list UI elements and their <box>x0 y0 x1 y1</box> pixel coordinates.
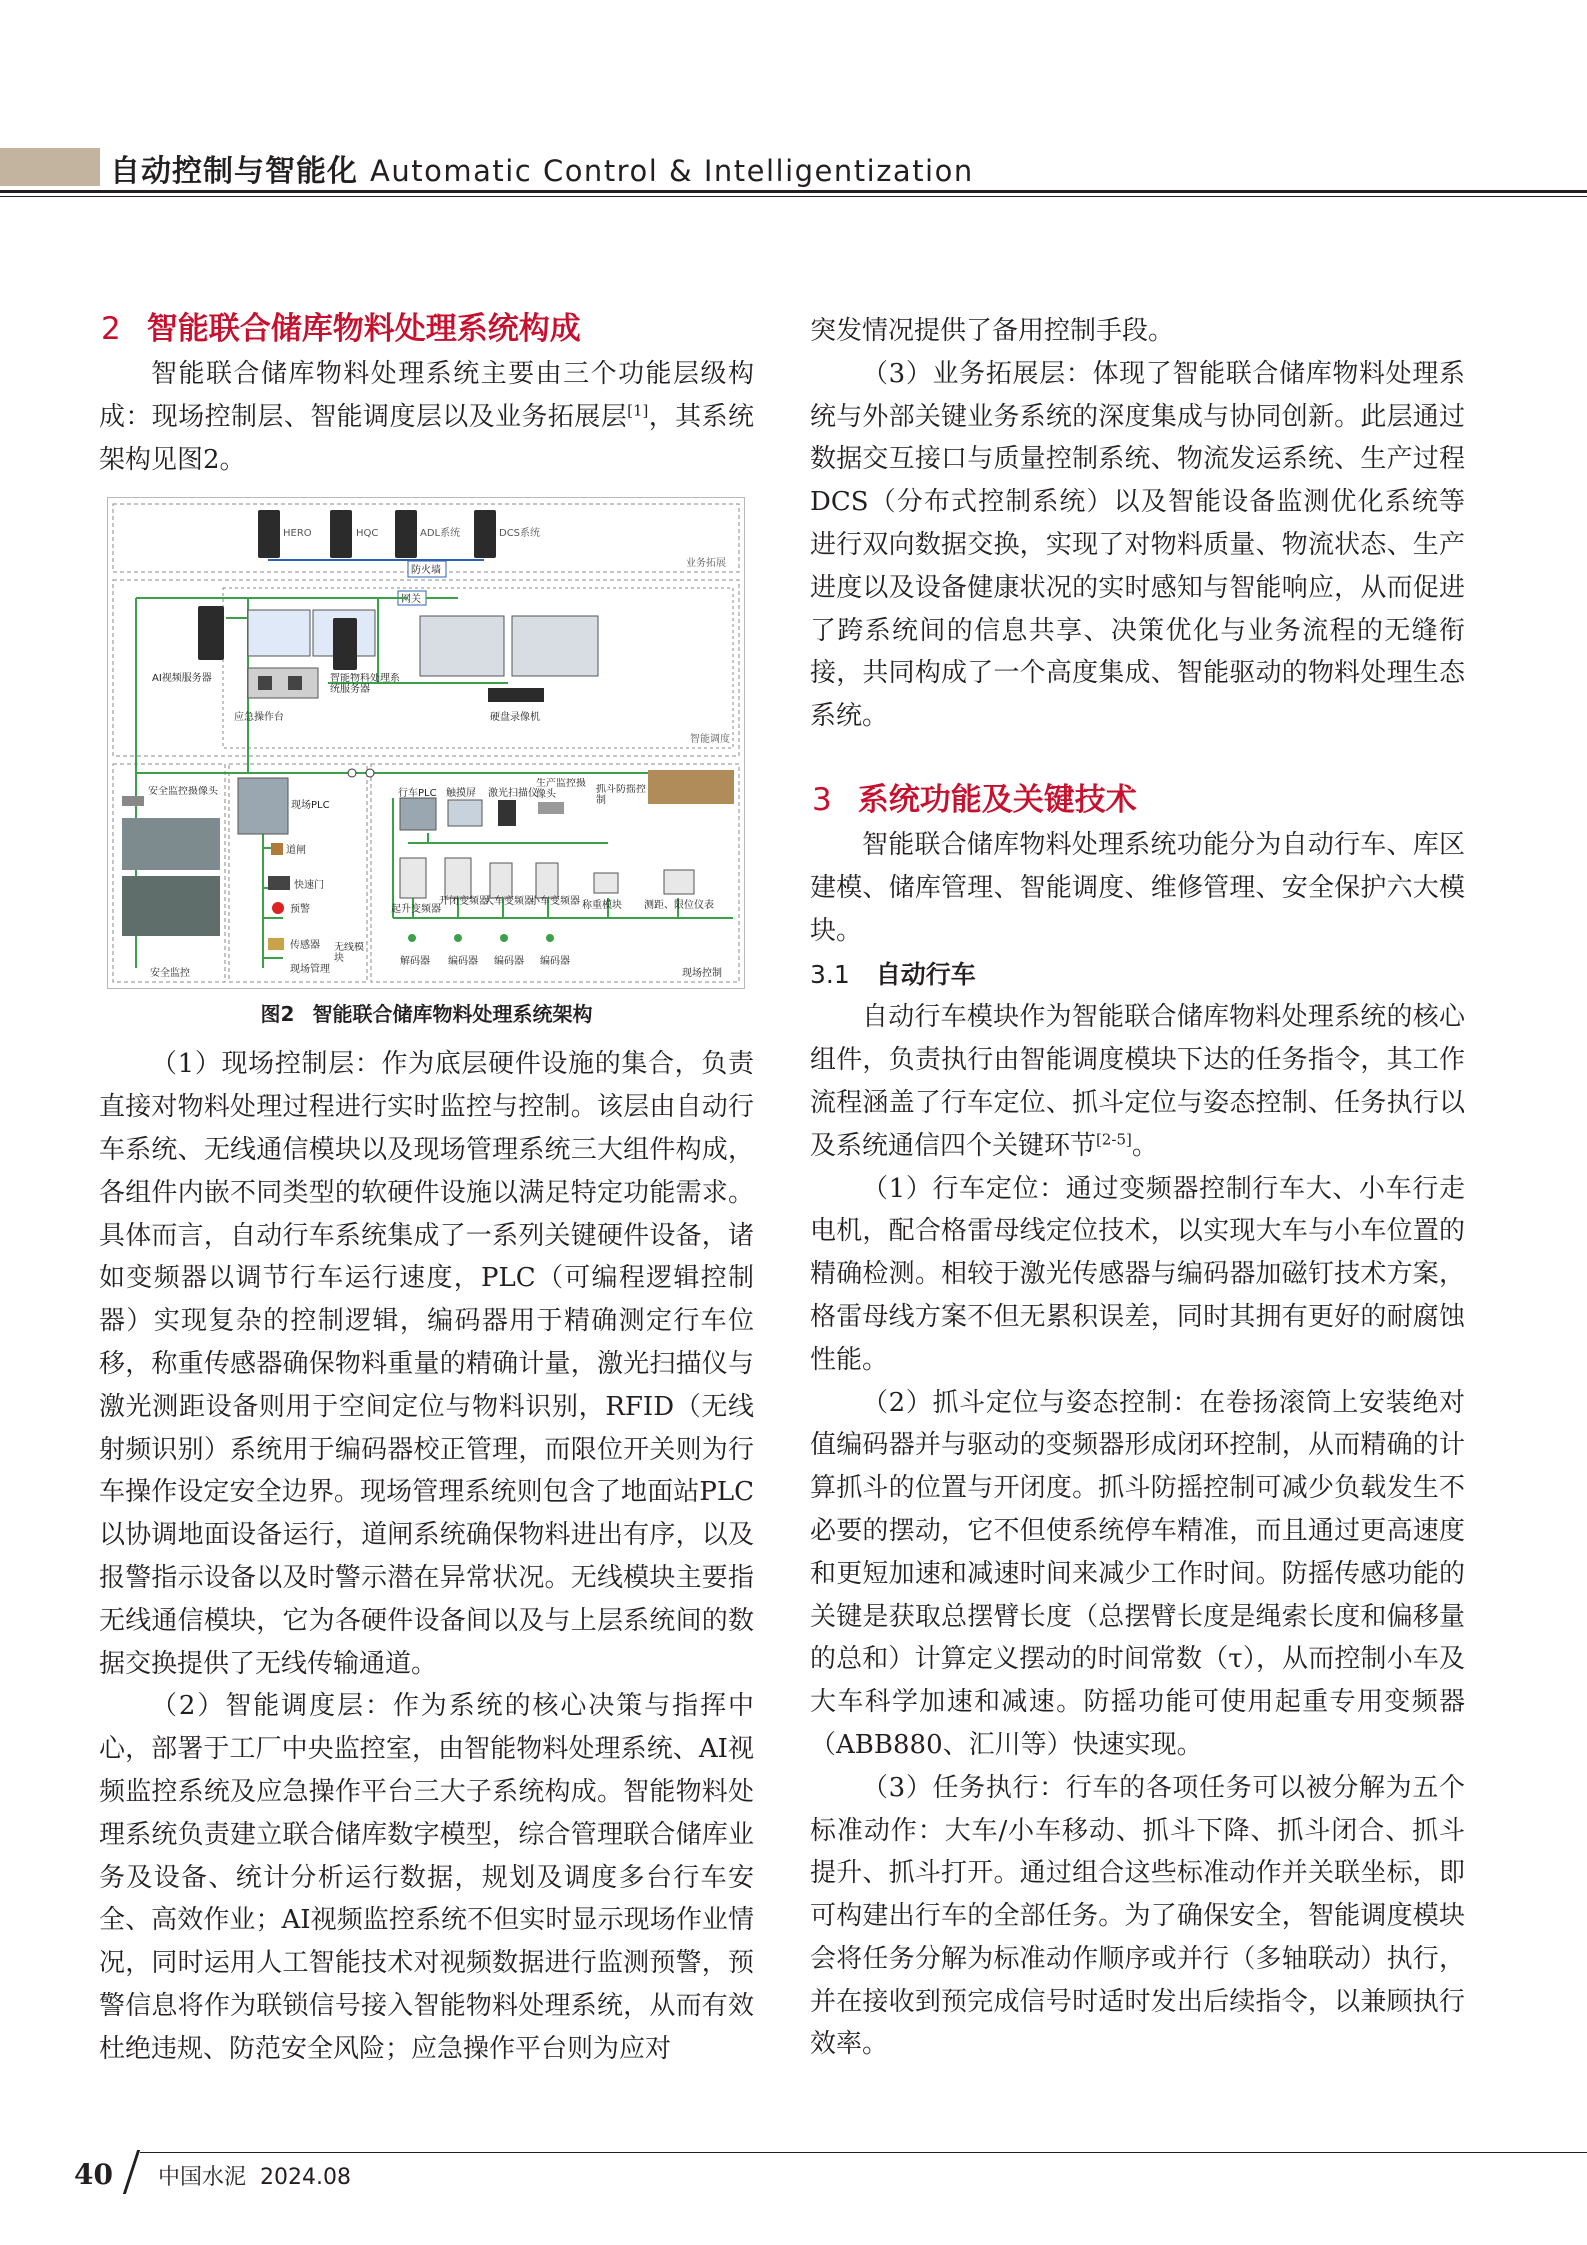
footer-slash <box>123 2150 140 2194</box>
label-adl: ADL系统 <box>420 528 461 540</box>
label-dcs: DCS系统 <box>499 528 541 540</box>
label-weigh: 称重模块 <box>582 900 622 912</box>
footer-rule <box>140 2152 1587 2153</box>
right-column <box>810 310 1465 2066</box>
journal-name: 中国水泥 <box>158 2165 247 2190</box>
running-header <box>110 146 974 190</box>
paragraph-auto-crane <box>810 996 1465 1167</box>
label-vfd3: 大车变频器 <box>484 896 534 908</box>
label-encoder-3: 编码器 <box>540 956 570 968</box>
label-sensor: 传感器 <box>290 940 320 952</box>
section-3-number: 3 <box>812 781 832 818</box>
label-site-mgmt: 现场管理 <box>290 964 330 976</box>
label-antisway-fo <box>596 784 646 810</box>
label-laser: 激光扫描仪 <box>488 788 538 800</box>
material-system-server <box>333 618 357 670</box>
label-server-fo <box>330 673 400 721</box>
label-wireless: 无线模块 <box>334 942 364 965</box>
label-ai-server: AI视频服务器 <box>152 673 212 685</box>
label-business-zone: 业务拓展 <box>686 558 726 570</box>
crane-photo <box>648 770 734 804</box>
paragraph-business-layer: （3）业务拓展层：体现了智能联合储库物料处理系统与外部关键业务系统的深度集成与协同创新。此层通过数据交互接口与质量控制系统、物流发运系统、生产过程DCS（分布式控制系统）以及智能设备监测优化系统等进行双向数据交换，实现了对物料质量、物流状态、生产进度以及设备健康状况的实时感知与智能响应，从而促进了跨系统间的信息共享、决策优化与业务流程的无缝衔接，共同构成了一个高度集成、智能驱动的物料处理生态系统。 <box>810 358 1465 732</box>
gate-icon <box>271 843 283 855</box>
section-3-title: 系统功能及关键技术 <box>857 781 1137 818</box>
camera-feed-2 <box>122 876 220 936</box>
label-encoder-1: 编码器 <box>448 956 478 968</box>
header-rule-thin <box>0 196 1587 197</box>
label-truck-plc: 行车PLC <box>398 788 437 800</box>
encoder-dots <box>408 934 554 942</box>
label-prodcam: 生产监控摄像头 <box>536 778 586 801</box>
label-console: 应急操作台 <box>234 712 284 724</box>
citation: [1] <box>627 401 649 420</box>
auto-crane-end: 。 <box>1131 1130 1158 1161</box>
label-prodcam-fo <box>536 778 592 802</box>
section-3-1-heading <box>810 954 1465 996</box>
intro-text: 智能联合储库物料处理系统主要由三个功能层级构成：现场控制层、智能调度层以及业务拓展层 <box>99 359 754 432</box>
label-antisway: 抓斗防摇控制 <box>596 784 646 807</box>
paragraph-crane-positioning: （1）行车定位：通过变频器控制行车大、小车行走电机，配合格雷母线定位技术，以实现大车与小车位置的精确检测。相较于激光传感器与编码器加磁钉技术方案，格雷母线方案不但无累积误差，同时其拥有更好的耐腐蚀性能。 <box>810 1173 1465 1375</box>
sensor-icon <box>268 938 284 950</box>
header-rule <box>0 190 1587 193</box>
section-3-1-number: 3.1 <box>810 960 850 990</box>
label-field-zone: 现场控制 <box>682 968 722 980</box>
label-vfd2: 开闭变频器 <box>439 896 489 908</box>
label-door: 快速门 <box>294 880 324 892</box>
label-wireless-fo <box>334 942 364 978</box>
label-gateway: 网关 <box>401 594 421 606</box>
monitor-1 <box>248 610 310 656</box>
label-server: 智能物料处理系统服务器 <box>330 673 400 696</box>
video-wall-1 <box>420 616 504 676</box>
fast-door-icon <box>268 876 290 890</box>
drives-row <box>400 858 694 898</box>
intro-text-end: ，其系统架构见图2。 <box>99 401 754 475</box>
label-gate: 道闸 <box>286 845 306 857</box>
auto-crane-text: 自动行车模块作为智能联合储库物料处理系统的核心组件，负责执行由智能调度模块下达的任务指令，其工作流程涵盖了行车定位、抓斗定位与姿态控制、任务执行以及系统通信四个关键环节 <box>810 1002 1465 1161</box>
alarm-icon <box>272 902 284 914</box>
paragraph-function-modules: 智能联合储库物料处理系统功能分为自动行车、库区建模、储库管理、智能调度、维修管理、安全保护六大模块。 <box>810 829 1465 946</box>
paragraph-task-execution: （3）任务执行：行车的各项任务可以被分解为五个标准动作：大车/小车移动、抓斗下降、抓斗闭合、抓斗提升、抓斗打开。通过组合这些标准动作并关联坐标，即可构建出行车的全部任务。为了确保安全，智能调度模块会将任务分解为标准动作顺序或并行（多轴联动）执行，并在接收到预完成信号时适时发出后续指令，以兼顾执行效率。 <box>810 1772 1465 2060</box>
section-2-heading <box>99 305 754 353</box>
section-3-heading <box>810 776 1465 824</box>
figure-2-architecture <box>107 497 745 989</box>
label-vfd4: 小车变频器 <box>530 896 580 908</box>
wireless-node-2 <box>366 769 374 777</box>
label-range: 测距、限位仪表 <box>644 900 714 912</box>
label-decoder: 解码器 <box>400 956 430 968</box>
label-cam-fo <box>148 786 222 816</box>
label-safety-zone: 安全监控 <box>150 968 190 980</box>
video-wall-2 <box>512 616 598 676</box>
label-firewall: 防火墙 <box>411 565 441 577</box>
left-column <box>99 305 754 2071</box>
header-en: Automatic Control & Intelligentization <box>370 154 974 188</box>
header-color-band <box>0 148 100 186</box>
paragraph-dispatch-layer: （2）智能调度层：作为系统的核心决策与指挥中心，部署于工厂中央监控室，由智能物料处理系统、AI视频监控系统及应急操作平台三大子系统构成。智能物料处理系统负责建立联合储库数字模型，综合管理联合储库业务及设备、统计分析运行数据，规划及调度多台行车安全、高效作业；AI视频监控系统不但实时显示现场作业情况，同时运用人工智能技术对视频数据进行监测预警，预警信息将作为联锁信号接入智能物料处理系统，从而有效杜绝违规、防范安全风险；应急操作平台则为应对 <box>99 1691 754 2064</box>
intro-paragraph <box>99 353 754 481</box>
production-camera <box>538 802 564 814</box>
nvr-box <box>488 688 544 702</box>
touchscreen <box>448 800 482 826</box>
section-2-title: 智能联合储库物料处理系统构成 <box>146 311 581 347</box>
figure-2-caption <box>99 999 754 1029</box>
laser-scanner <box>498 800 516 826</box>
label-encoder-2: 编码器 <box>494 956 524 968</box>
label-dispatch-zone: 智能调度 <box>690 734 730 746</box>
architecture-diagram <box>108 498 744 988</box>
header-zh: 自动控制与智能化 <box>110 154 358 189</box>
issue-date: 2024.08 <box>260 2165 351 2190</box>
site-plc <box>238 778 288 834</box>
figure-caption-text: 智能联合储库物料处理系统架构 <box>312 1002 593 1027</box>
wireless-node-1 <box>348 769 356 777</box>
console-joystick-2 <box>288 676 302 690</box>
label-nvr: 硬盘录像机 <box>490 712 540 724</box>
camera-feed-1 <box>122 818 220 870</box>
truck-plc <box>400 798 436 830</box>
label-site-plc: 现场PLC <box>291 800 330 812</box>
footer-journal <box>158 2160 351 2191</box>
label-alarm: 预警 <box>290 904 310 916</box>
label-hero: HERO <box>283 528 312 540</box>
paragraph-field-layer: （1）现场控制层：作为底层硬件设施的集合，负责直接对物料处理过程进行实时监控与控制。该层由自动行车系统、无线通信模块以及现场管理系统三大组件构成，各组件内嵌不同类型的软硬件设施以满足特定功能需求。具体而言，自动行车系统集成了一系列关键硬件设备，诸如变频器以调节行车运行速度，PLC（可编程逻辑控制器）实现复杂的控制逻辑，编码器用于精确测定行车位移，称重传感器确保物料重量的精确计量，激光扫描仪与激光测距设备则用于空间定位与物料识别，RFID（无线射频识别）系统用于编码器校正管理，而限位开关则为行车操作设定安全边界。现场管理系统则包含了地面站PLC以协调地面设备运行，道闸系统确保物料进出有序，以及报警指示设备以及时警示潜在异常状况。无线模块主要指无线通信模块，它为各硬件设备间以及与上层系统间的数据交换提供了无线传输通道。 <box>99 1049 754 1679</box>
label-vfd1: 起升变频器 <box>391 904 441 916</box>
page-number: 40 <box>74 2158 113 2191</box>
camera-device <box>122 796 144 806</box>
figure-number: 图2 <box>260 1002 295 1027</box>
paragraph-grab-control: （2）抓斗定位与姿态控制：在卷扬滚筒上安装绝对值编码器并与驱动的变频器形成闭环控制，从而精确的计算抓斗的位置与开闭度。抓斗防摇控制可减少负载发生不必要的摆动，它不但使系统停车精准，而且通过更高速度和更短加速和减速时间来减少工作时间。防摇传感功能的关键是获取总摆臂长度（总摆臂长度是绳索长度和偏移量的总和）计算定义摆动的时间常数（τ），从而控制小车及大车科学加速和减速。防摇功能可使用起重专用变频器（ABB880、汇川等）快速实现。 <box>810 1387 1465 1760</box>
label-hqc: HQC <box>356 528 379 540</box>
paragraph-continued: 突发情况提供了备用控制手段。 <box>810 316 1175 346</box>
label-camera: 安全监控摄像头 <box>148 786 218 798</box>
section-3-1-title: 自动行车 <box>875 960 976 990</box>
console-joystick <box>258 676 272 690</box>
citation-2-5: [2-5] <box>1096 1130 1132 1149</box>
ai-video-server <box>198 606 224 660</box>
section-2-number: 2 <box>101 311 121 347</box>
label-touch: 触摸屏 <box>446 788 476 800</box>
